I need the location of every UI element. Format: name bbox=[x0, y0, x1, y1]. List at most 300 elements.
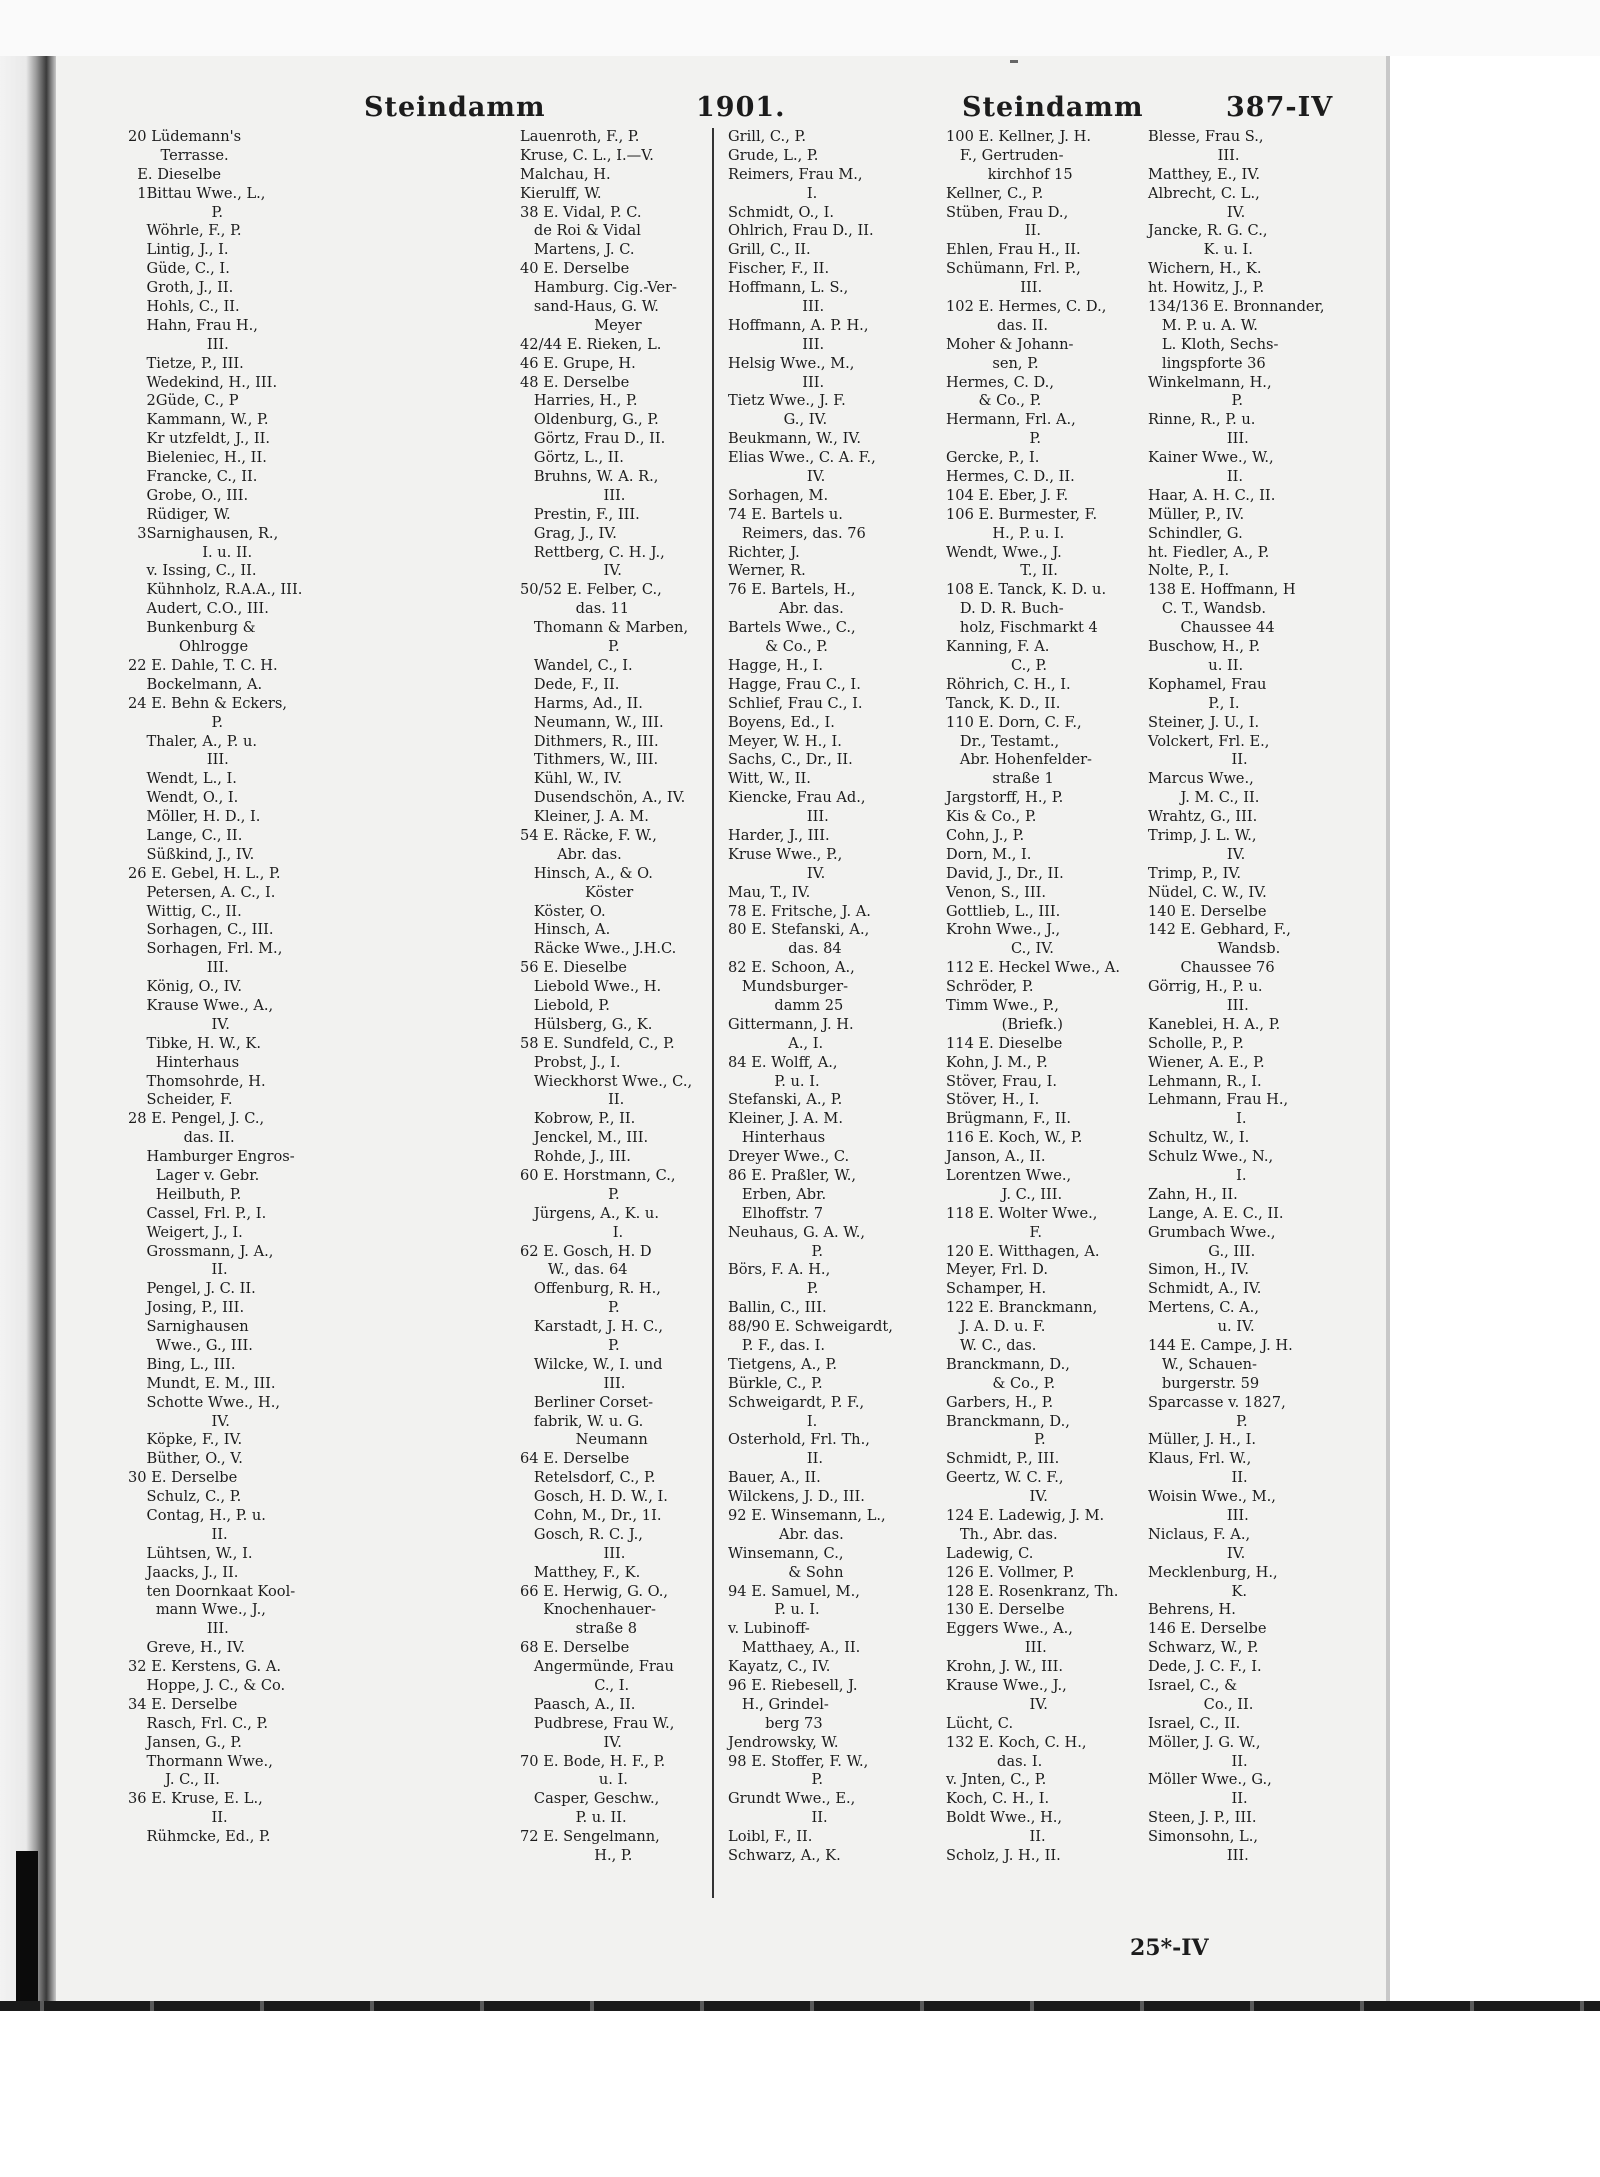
directory-entry-line: 2Güde, C., P bbox=[128, 392, 239, 410]
directory-entry-line: 56 E. Dieselbe bbox=[520, 959, 627, 977]
directory-entry-line: Grill, C., II. bbox=[728, 241, 811, 259]
directory-entry-line: Jenckel, M., III. bbox=[520, 1129, 649, 1147]
directory-entry-line: II. bbox=[728, 1450, 824, 1468]
directory-entry-line: 74 E. Bartels u. bbox=[728, 505, 843, 523]
directory-entry-line: das. I. bbox=[946, 1752, 1043, 1770]
directory-entry-line: II. bbox=[1148, 1752, 1248, 1770]
directory-entry-line: Hoppe, J. C., & Co. bbox=[128, 1677, 286, 1695]
directory-entry-line: 68 E. Derselbe bbox=[520, 1639, 630, 1657]
directory-entry-line: Jansen, G., P. bbox=[128, 1733, 242, 1751]
directory-entry-line: I. bbox=[728, 1412, 818, 1430]
directory-entry-line: Werner, R. bbox=[728, 562, 806, 580]
directory-entry-line: Tietgens, A., P. bbox=[728, 1355, 838, 1373]
directory-entry-line: Petersen, A. C., I. bbox=[128, 883, 276, 901]
directory-entry-line: sen, P. bbox=[946, 354, 1039, 372]
directory-entry-line: Offenburg, R. H., bbox=[520, 1280, 661, 1298]
directory-entry-line: Wrahtz, G., III. bbox=[1148, 808, 1258, 826]
directory-entry-line: Bauer, A., II. bbox=[728, 1469, 821, 1487]
directory-entry-line: Wendt, O., I. bbox=[128, 789, 239, 807]
directory-entry-line: sand-Haus, G. W. bbox=[520, 298, 659, 316]
directory-entry-line: Sorhagen, M. bbox=[728, 486, 829, 504]
directory-entry-line: Retelsdorf, C., P. bbox=[520, 1469, 656, 1487]
directory-entry-line: das. 84 bbox=[728, 940, 842, 958]
directory-entry-line: Knochenhauer- bbox=[520, 1601, 656, 1619]
directory-entry-line: Boyens, Ed., I. bbox=[728, 713, 835, 731]
directory-entry-line: Müller, J. H., I. bbox=[1148, 1431, 1257, 1449]
directory-entry-line: Lange, C., II. bbox=[128, 826, 243, 844]
directory-entry-line: Hahn, Frau H., bbox=[128, 316, 258, 334]
directory-entry-line: Wandel, C., I. bbox=[520, 656, 633, 674]
directory-entry-line: P. u. I. bbox=[728, 1601, 820, 1619]
directory-entry-line: 144 E. Campe, J. H. bbox=[1148, 1337, 1293, 1354]
directory-entry-line: 66 E. Herwig, G. O., bbox=[520, 1582, 669, 1600]
directory-entry-line: Thaler, A., P. u. bbox=[128, 732, 257, 750]
directory-entry-line: Cohn, J., P. bbox=[946, 826, 1025, 844]
directory-entry-line: K. u. I. bbox=[1148, 241, 1253, 259]
directory-entry-line: 70 E. Bode, H. F., P. bbox=[520, 1752, 666, 1770]
directory-entry-line: Casper, Geschw., bbox=[520, 1790, 660, 1808]
directory-entry-line: Wieckhorst Wwe., C., bbox=[520, 1072, 693, 1090]
directory-entry-line: Bieleniec, H., II. bbox=[128, 449, 267, 467]
directory-entry-line: Woisin Wwe., M., bbox=[1148, 1488, 1276, 1506]
directory-entry-line: Israel, C., II. bbox=[1148, 1714, 1241, 1732]
directory-entry-line: holz, Fischmarkt 4 bbox=[946, 619, 1098, 637]
directory-entry-line: Schultz, W., I. bbox=[1148, 1129, 1250, 1147]
directory-entry-line: 30 E. Derselbe bbox=[128, 1469, 238, 1487]
directory-entry-line: P. bbox=[128, 713, 224, 731]
directory-entry-line: Schulz, C., P. bbox=[128, 1488, 242, 1506]
directory-entry-line: A., I. bbox=[728, 1034, 824, 1052]
directory-entry-line: III. bbox=[520, 486, 626, 504]
directory-entry-line: 24 E. Behn & Eckers, bbox=[128, 694, 287, 712]
directory-entry-line: fabrik, W. u. G. bbox=[520, 1412, 644, 1430]
directory-entry-line: Grill, C., P. bbox=[728, 128, 806, 145]
directory-entry-line: Branckmann, D., bbox=[946, 1355, 1070, 1373]
directory-entry-line: Simonsohn, L., bbox=[1148, 1828, 1259, 1846]
directory-entry-line: P. u. II. bbox=[520, 1809, 627, 1827]
directory-entry-line: 22 E. Dahle, T. C. H. bbox=[128, 656, 278, 674]
directory-entry-line: III. bbox=[128, 751, 229, 769]
directory-entry-line: III. bbox=[128, 959, 229, 977]
directory-entry-line: Tithmers, W., III. bbox=[520, 751, 659, 769]
directory-entry-line: Thomann & Marben, bbox=[520, 619, 689, 637]
directory-entry-line: Kammann, W., P. bbox=[128, 411, 269, 429]
directory-entry-line: Greve, H., IV. bbox=[128, 1639, 246, 1657]
directory-entry-line: Schwarz, A., K. bbox=[728, 1847, 841, 1865]
directory-entry-line: Kleiner, J. A. M. bbox=[520, 808, 649, 826]
directory-entry-line: Lauenroth, F., P. bbox=[520, 128, 640, 145]
directory-entry-line: Wendt, Wwe., J. bbox=[946, 543, 1062, 561]
directory-entry-line: 80 E. Stefanski, A., bbox=[728, 921, 870, 939]
directory-entry-line: M. P. u. A. W. bbox=[1148, 316, 1258, 334]
center-column-rule bbox=[712, 128, 714, 1898]
directory-entry-line: mann Wwe., J., bbox=[128, 1601, 266, 1619]
directory-entry-line: Lorentzen Wwe., bbox=[946, 1166, 1072, 1184]
directory-entry-line: Schwarz, W., P. bbox=[1148, 1639, 1259, 1657]
directory-entry-line: III. bbox=[1148, 1507, 1249, 1525]
directory-entry-line: 124 E. Ladewig, J. M. bbox=[946, 1507, 1105, 1525]
directory-entry-line: Beukmann, W., IV. bbox=[728, 430, 861, 448]
directory-entry-line: Köpke, F., IV. bbox=[128, 1431, 243, 1449]
directory-entry-line: II. bbox=[1148, 468, 1244, 486]
directory-entry-line: Hermann, Frl. A., bbox=[946, 411, 1076, 429]
directory-entry-line: Branckmann, D., bbox=[946, 1412, 1070, 1430]
directory-entry-line: Hinsch, A., & O. bbox=[520, 864, 653, 882]
directory-entry-line: Liebold Wwe., H. bbox=[520, 978, 662, 996]
directory-entry-line: G., IV. bbox=[728, 411, 828, 429]
directory-entry-line: u. II. bbox=[1148, 656, 1244, 674]
directory-entry-line: Rinne, R., P. u. bbox=[1148, 411, 1256, 429]
directory-entry-line: P. bbox=[728, 1242, 824, 1260]
directory-entry-line: Grossmann, J. A., bbox=[128, 1242, 274, 1260]
directory-entry-line: Güde, C., I. bbox=[128, 260, 230, 278]
directory-entry-line: Angermünde, Frau bbox=[520, 1658, 674, 1676]
directory-entry-line: Elias Wwe., C. A. F., bbox=[728, 449, 876, 467]
directory-entry-line: Nolte, P., I. bbox=[1148, 562, 1230, 580]
directory-entry-line: 102 E. Hermes, C. D., bbox=[946, 298, 1107, 316]
directory-entry-line: P. bbox=[520, 1299, 620, 1317]
directory-entry-line: P. bbox=[520, 1337, 620, 1354]
directory-entry-line: Mecklenburg, H., bbox=[1148, 1563, 1278, 1581]
directory-entry-line: Wöhrle, F., P. bbox=[128, 222, 242, 240]
directory-entry-line: C., I. bbox=[520, 1677, 630, 1695]
scan-margin bbox=[0, 2011, 1600, 2177]
directory-entry-line: Neumann, W., III. bbox=[520, 713, 664, 731]
directory-entry-line: IV. bbox=[1148, 1544, 1246, 1562]
directory-entry-line: 32 E. Kerstens, G. A. bbox=[128, 1658, 282, 1676]
directory-entry-line: Mundsburger- bbox=[728, 978, 849, 996]
directory-entry-line: ht. Howitz, J., P. bbox=[1148, 279, 1265, 297]
directory-entry-line: Schamper, H. bbox=[946, 1280, 1047, 1298]
directory-entry-line: burgerstr. 59 bbox=[1148, 1374, 1260, 1392]
directory-entry-line: Berliner Corset- bbox=[520, 1393, 654, 1411]
directory-entry-line: berg 73 bbox=[728, 1714, 823, 1732]
directory-entry-line: Albrecht, C. L., bbox=[1148, 184, 1260, 202]
directory-entry-line: Buschow, H., P. bbox=[1148, 638, 1261, 656]
directory-entry-line: P. bbox=[128, 203, 224, 221]
directory-entry-line: Osterhold, Frl. Th., bbox=[728, 1431, 870, 1449]
directory-entry-line: Stöver, H., I. bbox=[946, 1091, 1040, 1109]
directory-entry-line: 126 E. Vollmer, P. bbox=[946, 1563, 1075, 1581]
directory-entry-line: 134/136 E. Bronnander, bbox=[1148, 298, 1325, 316]
directory-entry-line: Kis & Co., P. bbox=[946, 808, 1037, 826]
directory-entry-line: F., Gertruden- bbox=[946, 146, 1064, 164]
directory-entry-line: 62 E. Gosch, H. D bbox=[520, 1242, 652, 1260]
directory-entry-line: Richter, J. bbox=[728, 543, 800, 561]
directory-entry-line: Lange, A. E. C., II. bbox=[1148, 1204, 1284, 1222]
directory-entry-line: lingspforte 36 bbox=[1148, 354, 1266, 372]
directory-entry-line: 114 E. Dieselbe bbox=[946, 1034, 1063, 1052]
directory-entry-line: Sarnighausen bbox=[128, 1318, 249, 1336]
directory-entry-line: III. bbox=[728, 298, 825, 316]
directory-entry-line: IV. bbox=[520, 562, 622, 580]
directory-column-5 bbox=[1148, 128, 1368, 1968]
directory-column-1 bbox=[128, 128, 546, 1968]
directory-entry-line: Abr. das. bbox=[728, 600, 844, 618]
directory-entry-line: (Briefk.) bbox=[946, 1015, 1063, 1033]
directory-entry-line: Grude, L., P. bbox=[728, 146, 819, 164]
directory-entry-line: J. C., III. bbox=[946, 1185, 1063, 1203]
directory-entry-line: Süßkind, J., IV. bbox=[128, 845, 255, 863]
directory-entry-line: Kellner, C., P. bbox=[946, 184, 1044, 202]
directory-entry-line: Israel, C., & bbox=[1148, 1677, 1238, 1695]
directory-entry-line: Karstadt, J. H. C., bbox=[520, 1318, 663, 1336]
directory-entry-line: Hoffmann, A. P. H., bbox=[728, 316, 869, 334]
directory-entry-line: III. bbox=[1148, 996, 1249, 1014]
directory-entry-line: D. D. R. Buch- bbox=[946, 600, 1064, 618]
directory-entry-line: kirchhof 15 bbox=[946, 165, 1073, 183]
directory-entry-line: Sachs, C., Dr., II. bbox=[728, 751, 853, 769]
directory-entry-line: Lühtsen, W., I. bbox=[128, 1544, 253, 1562]
directory-entry-line: II. bbox=[128, 1261, 228, 1279]
directory-entry-line: 1Bittau Wwe., L., bbox=[128, 184, 266, 202]
directory-entry-line: Scheider, F. bbox=[128, 1091, 233, 1109]
directory-entry-line: J. C., II. bbox=[128, 1771, 220, 1789]
directory-entry-line: Cohn, M., Dr., 1I. bbox=[520, 1507, 662, 1525]
directory-entry-line: 84 E. Wolff, A., bbox=[728, 1053, 838, 1071]
directory-entry-line: Kruse Wwe., P., bbox=[728, 845, 843, 863]
directory-entry-line: Blesse, Frau S., bbox=[1148, 128, 1264, 145]
directory-entry-line: Wedekind, H., III. bbox=[128, 373, 278, 391]
directory-entry-line: I. bbox=[1148, 1110, 1247, 1128]
running-head-year: 1901. bbox=[696, 92, 786, 123]
directory-entry-line: IV. bbox=[946, 1695, 1048, 1713]
directory-entry-line: Chaussee 44 bbox=[1148, 619, 1275, 637]
directory-entry-line: J. A. D. u. F. bbox=[946, 1318, 1046, 1336]
directory-entry-line: IV. bbox=[946, 1488, 1048, 1506]
directory-entry-line: Kobrow, P., II. bbox=[520, 1110, 636, 1128]
directory-entry-line: Möller, J. G. W., bbox=[1148, 1733, 1261, 1751]
directory-entry-line: ten Doornkaat Kool- bbox=[128, 1582, 296, 1600]
directory-entry-line: Hohls, C., II. bbox=[128, 298, 240, 316]
directory-entry-line: IV. bbox=[728, 864, 826, 882]
directory-entry-line: Simon, H., IV. bbox=[1148, 1261, 1250, 1279]
directory-entry-line: Thomsohrde, H. bbox=[128, 1072, 266, 1090]
directory-entry-line: Wendt, L., I. bbox=[128, 770, 237, 788]
directory-entry-line: Jürgens, A., K. u. bbox=[520, 1204, 659, 1222]
directory-entry-line: 88/90 E. Schweigardt, bbox=[728, 1318, 893, 1336]
directory-entry-line: Wilcke, W., I. und bbox=[520, 1355, 663, 1373]
directory-entry-line: Meyer, Frl. D. bbox=[946, 1261, 1048, 1279]
directory-entry-line: Oldenburg, G., P. bbox=[520, 411, 659, 429]
directory-entry-line: Reimers, Frau M., bbox=[728, 165, 863, 183]
directory-entry-line: Büther, O., V. bbox=[128, 1450, 243, 1468]
directory-entry-line: 76 E. Bartels, H., bbox=[728, 581, 856, 599]
directory-entry-line: v. Issing, C., II. bbox=[128, 562, 257, 580]
directory-entry-line: & Co., P. bbox=[728, 638, 828, 656]
directory-entry-line: 40 E. Derselbe bbox=[520, 260, 630, 278]
directory-entry-line: Schümann, Frl. P., bbox=[946, 260, 1081, 278]
directory-entry-line: & Co., P. bbox=[946, 392, 1042, 410]
directory-entry-line: 94 E. Samuel, M., bbox=[728, 1582, 860, 1600]
directory-entry-line: Abr. das. bbox=[728, 1525, 844, 1543]
directory-entry-line: 142 E. Gebhard, F., bbox=[1148, 921, 1291, 939]
directory-entry-line: Krause Wwe., J., bbox=[946, 1677, 1067, 1695]
directory-entry-line: Grundt Wwe., E., bbox=[728, 1790, 856, 1808]
directory-entry-line: 26 E. Gebel, H. L., P. bbox=[128, 864, 281, 882]
directory-entry-line: Kayatz, C., IV. bbox=[728, 1658, 831, 1676]
directory-entry-line: Josing, P., III. bbox=[128, 1299, 245, 1317]
directory-entry-line: I. bbox=[520, 1223, 624, 1241]
directory-entry-line: Kleiner, J. A. M. bbox=[728, 1110, 843, 1128]
directory-entry-line: Grag, J., IV. bbox=[520, 524, 617, 542]
directory-entry-line: Heilbuth, P. bbox=[128, 1185, 242, 1203]
directory-entry-line: Wilckens, J. D., III. bbox=[728, 1488, 865, 1506]
directory-entry-line: P. bbox=[1148, 392, 1244, 410]
directory-entry-line: 28 E. Pengel, J. C., bbox=[128, 1110, 265, 1128]
directory-entry-line: Röhrich, C. H., I. bbox=[946, 675, 1071, 693]
directory-entry-line: Sparcasse v. 1827, bbox=[1148, 1393, 1286, 1411]
directory-entry-line: III. bbox=[946, 279, 1043, 297]
directory-entry-line: III. bbox=[728, 335, 825, 353]
directory-entry-line: Wittig, C., II. bbox=[128, 902, 242, 920]
directory-entry-line: Chaussee 76 bbox=[1148, 959, 1275, 977]
directory-entry-line: Thormann Wwe., bbox=[128, 1752, 273, 1770]
page-mark bbox=[1010, 60, 1018, 63]
directory-entry-line: & Sohn bbox=[728, 1563, 844, 1581]
directory-entry-line: Grobe, O., III. bbox=[128, 486, 249, 504]
directory-entry-line: 132 E. Koch, C. H., bbox=[946, 1733, 1087, 1751]
directory-entry-line: III. bbox=[520, 1374, 626, 1392]
directory-entry-line: IV. bbox=[128, 1015, 230, 1033]
directory-entry-line: III. bbox=[520, 1544, 626, 1562]
directory-column-3 bbox=[728, 128, 943, 1968]
directory-entry-line: Schweigardt, P. F., bbox=[728, 1393, 865, 1411]
running-head-left: Steindamm bbox=[364, 92, 546, 123]
directory-entry-line: III. bbox=[128, 335, 229, 353]
directory-entry-line: Möller Wwe., G., bbox=[1148, 1771, 1272, 1789]
directory-entry-line: Trimp, P., IV. bbox=[1148, 864, 1242, 882]
directory-entry-line: 116 E. Koch, W., P. bbox=[946, 1129, 1083, 1147]
directory-entry-line: 108 E. Tanck, K. D. u. bbox=[946, 581, 1107, 599]
directory-entry-line: 146 E. Derselbe bbox=[1148, 1620, 1267, 1638]
directory-entry-line: Jargstorff, H., P. bbox=[946, 789, 1064, 807]
directory-entry-line: Gittermann, J. H. bbox=[728, 1015, 854, 1033]
directory-entry-line: II. bbox=[1148, 1469, 1248, 1487]
directory-entry-line: Dreyer Wwe., C. bbox=[728, 1148, 850, 1166]
directory-entry-line: C., P. bbox=[946, 656, 1048, 674]
directory-entry-line: Abr. das. bbox=[520, 845, 622, 863]
directory-entry-line: Lintig, J., I. bbox=[128, 241, 229, 259]
directory-entry-line: Gercke, P., I. bbox=[946, 449, 1040, 467]
directory-entry-line: II. bbox=[1148, 751, 1248, 769]
directory-entry-line: Witt, W., II. bbox=[728, 770, 811, 788]
directory-entry-line: Elhoffstr. 7 bbox=[728, 1204, 824, 1222]
directory-entry-line: 42/44 E. Rieken, L. bbox=[520, 335, 662, 353]
directory-entry-line: Ohlrogge bbox=[128, 638, 249, 656]
directory-entry-line: 54 E. Räcke, F. W., bbox=[520, 826, 657, 844]
directory-entry-line: straße 8 bbox=[520, 1620, 638, 1638]
directory-entry-line: Hamburg. Cig.-Ver- bbox=[520, 279, 677, 297]
directory-entry-line: Mau, T., IV. bbox=[728, 883, 811, 901]
directory-entry-line: 140 E. Derselbe bbox=[1148, 902, 1267, 920]
directory-entry-line: C., IV. bbox=[946, 940, 1054, 958]
directory-entry-line: Stöver, Frau, I. bbox=[946, 1072, 1058, 1090]
directory-entry-line: E. Dieselbe bbox=[128, 165, 221, 183]
directory-entry-line: Matthey, E., IV. bbox=[1148, 165, 1260, 183]
directory-entry-line: III. bbox=[728, 373, 825, 391]
directory-entry-line: Liebold, P. bbox=[520, 996, 610, 1014]
directory-entry-line: Rüdiger, W. bbox=[128, 505, 231, 523]
directory-entry-line: Bing, L., III. bbox=[128, 1355, 236, 1373]
directory-entry-line: Moher & Johann- bbox=[946, 335, 1074, 353]
directory-entry-line: Erben, Abr. bbox=[728, 1185, 827, 1203]
directory-entry-line: III. bbox=[728, 808, 829, 826]
directory-entry-line: Görtz, Frau D., II. bbox=[520, 430, 666, 448]
directory-entry-line: Tibke, H. W., K. bbox=[128, 1034, 261, 1052]
directory-entry-line: 120 E. Witthagen, A. bbox=[946, 1242, 1100, 1260]
directory-entry-line: 60 E. Horstmann, C., bbox=[520, 1166, 676, 1184]
directory-entry-line: straße 1 bbox=[946, 770, 1054, 788]
directory-entry-line: Audert, C.O., III. bbox=[128, 600, 269, 618]
directory-entry-line: 48 E. Derselbe bbox=[520, 373, 630, 391]
directory-entry-line: damm 25 bbox=[728, 996, 844, 1014]
directory-entry-line: Mertens, C. A., bbox=[1148, 1299, 1259, 1317]
directory-entry-line: 46 E. Grupe, H. bbox=[520, 354, 636, 372]
directory-entry-line: Schindler, G. bbox=[1148, 524, 1243, 542]
directory-entry-line: Wwe., G., III. bbox=[128, 1337, 253, 1354]
directory-entry-line: Rasch, Frl. C., P. bbox=[128, 1714, 269, 1732]
directory-entry-line: P. bbox=[728, 1771, 824, 1789]
directory-entry-line: II. bbox=[728, 1809, 828, 1827]
directory-entry-line: Hagge, Frau C., I. bbox=[728, 675, 861, 693]
directory-entry-line: II. bbox=[946, 222, 1042, 240]
directory-entry-line: Kühnholz, R.A.A., III. bbox=[128, 581, 303, 599]
scanner-edge-band bbox=[0, 2001, 1600, 2011]
directory-entry-line: II. bbox=[128, 1809, 228, 1827]
directory-entry-line: Helsig Wwe., M., bbox=[728, 354, 855, 372]
directory-entry-line: ht. Fiedler, A., P. bbox=[1148, 543, 1270, 561]
directory-entry-line: das. 11 bbox=[520, 600, 630, 618]
directory-entry-line: Klaus, Frl. W., bbox=[1148, 1450, 1252, 1468]
directory-entry-line: 128 E. Rosenkranz, Th. bbox=[946, 1582, 1119, 1600]
directory-entry-line: Lücht, C. bbox=[946, 1714, 1014, 1732]
binding-shadow bbox=[16, 1851, 38, 2001]
directory-entry-line: Groth, J., II. bbox=[128, 279, 234, 297]
directory-entry-line: König, O., IV. bbox=[128, 978, 242, 996]
directory-entry-line: IV. bbox=[520, 1733, 622, 1751]
directory-entry-line: Bunkenburg & bbox=[128, 619, 256, 637]
directory-entry-line: Matthaey, A., II. bbox=[728, 1639, 861, 1657]
directory-entry-line: Probst, J., I. bbox=[520, 1053, 621, 1071]
directory-entry-line: P. bbox=[728, 1280, 819, 1298]
directory-entry-line: 98 E. Stoffer, F. W., bbox=[728, 1752, 869, 1770]
directory-entry-line: Krause Wwe., A., bbox=[128, 996, 274, 1014]
scan-background bbox=[0, 0, 1600, 56]
directory-entry-line: Kaneblei, H. A., P. bbox=[1148, 1015, 1281, 1033]
directory-entry-line: P. bbox=[1148, 1412, 1248, 1430]
directory-entry-line: Ballin, C., III. bbox=[728, 1299, 827, 1317]
directory-entry-line: C. T., Wandsb. bbox=[1148, 600, 1266, 618]
directory-entry-line: Hinterhaus bbox=[128, 1053, 240, 1071]
directory-entry-line: Hagge, H., I. bbox=[728, 656, 824, 674]
directory-entry-line: G., III. bbox=[1148, 1242, 1256, 1260]
directory-entry-line: Bürkle, C., P. bbox=[728, 1374, 823, 1392]
directory-entry-line: das. II. bbox=[946, 316, 1049, 334]
directory-entry-line: Matthey, F., K. bbox=[520, 1563, 641, 1581]
directory-entry-line: 20 Lüdemann's bbox=[128, 128, 242, 145]
directory-entry-line: Meyer bbox=[520, 316, 642, 334]
directory-entry-line: 58 E. Sundfeld, C., P. bbox=[520, 1034, 675, 1052]
directory-entry-line: Eggers Wwe., A., bbox=[946, 1620, 1073, 1638]
directory-entry-line: 100 E. Kellner, J. H. bbox=[946, 128, 1091, 145]
running-head-right: Steindamm bbox=[962, 92, 1144, 123]
directory-entry-line: Timm Wwe., P., bbox=[946, 996, 1059, 1014]
directory-entry-line: Kohn, J. M., P. bbox=[946, 1053, 1048, 1071]
directory-entry-line: Scholle, P., P. bbox=[1148, 1034, 1244, 1052]
directory-entry-line: Harries, H., P. bbox=[520, 392, 638, 410]
directory-entry-line: Pudbrese, Frau W., bbox=[520, 1714, 675, 1732]
